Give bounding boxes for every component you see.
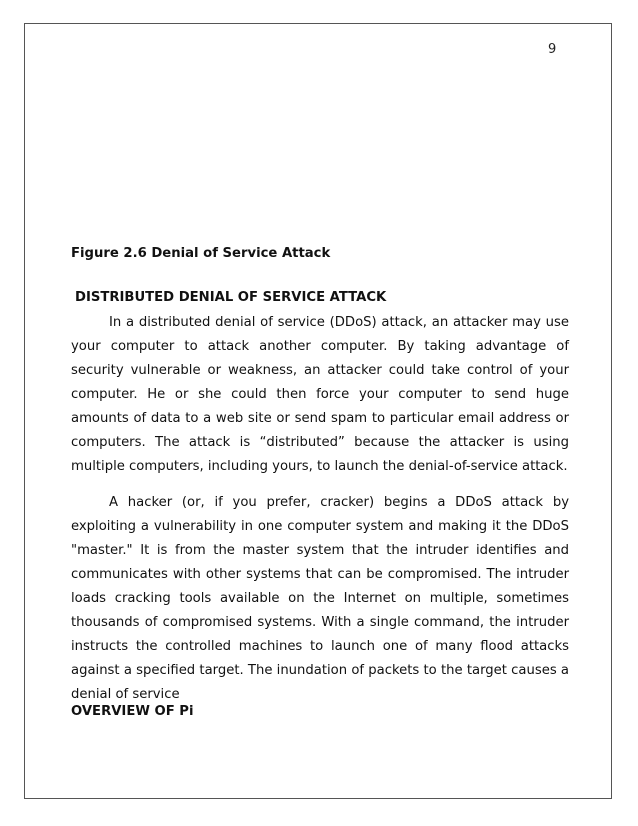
paragraph: In a distributed denial of service (DDoS) attack, an attacker may use your computer to attack another computer. By taking advantage of security vulnerable or weakness, an attacker could take control of your computer. He or she could then force your computer to send huge amounts of data to a web site or send spam to particular email address or computers. The attack is “distributed” because the attacker is using multiple computers, including yours, to launch the denial-of-service attack. (71, 315, 569, 474)
section-heading: DISTRIBUTED DENIAL OF SERVICE ATTACK (75, 290, 387, 305)
page-number: 9 (548, 42, 557, 57)
figure-caption: Figure 2.6 Denial of Service Attack (71, 246, 331, 261)
next-section-heading: OVERVIEW OF Pi (71, 704, 194, 719)
paragraph: A hacker (or, if you prefer, cracker) begins a DDoS attack by exploiting a vulnerability in one computer system and making it the DDoS "master." It is from the master system that the intruder identifies and communicates with other systems that can be compromised. The intruder loads cracking tools available on the Internet on multiple, sometimes thousands of compromised systems. With a single command, the intruder instructs the controlled machines to launch one of many flood attacks against a specified target. The inundation of packets to the target causes a denial of service (71, 495, 569, 702)
